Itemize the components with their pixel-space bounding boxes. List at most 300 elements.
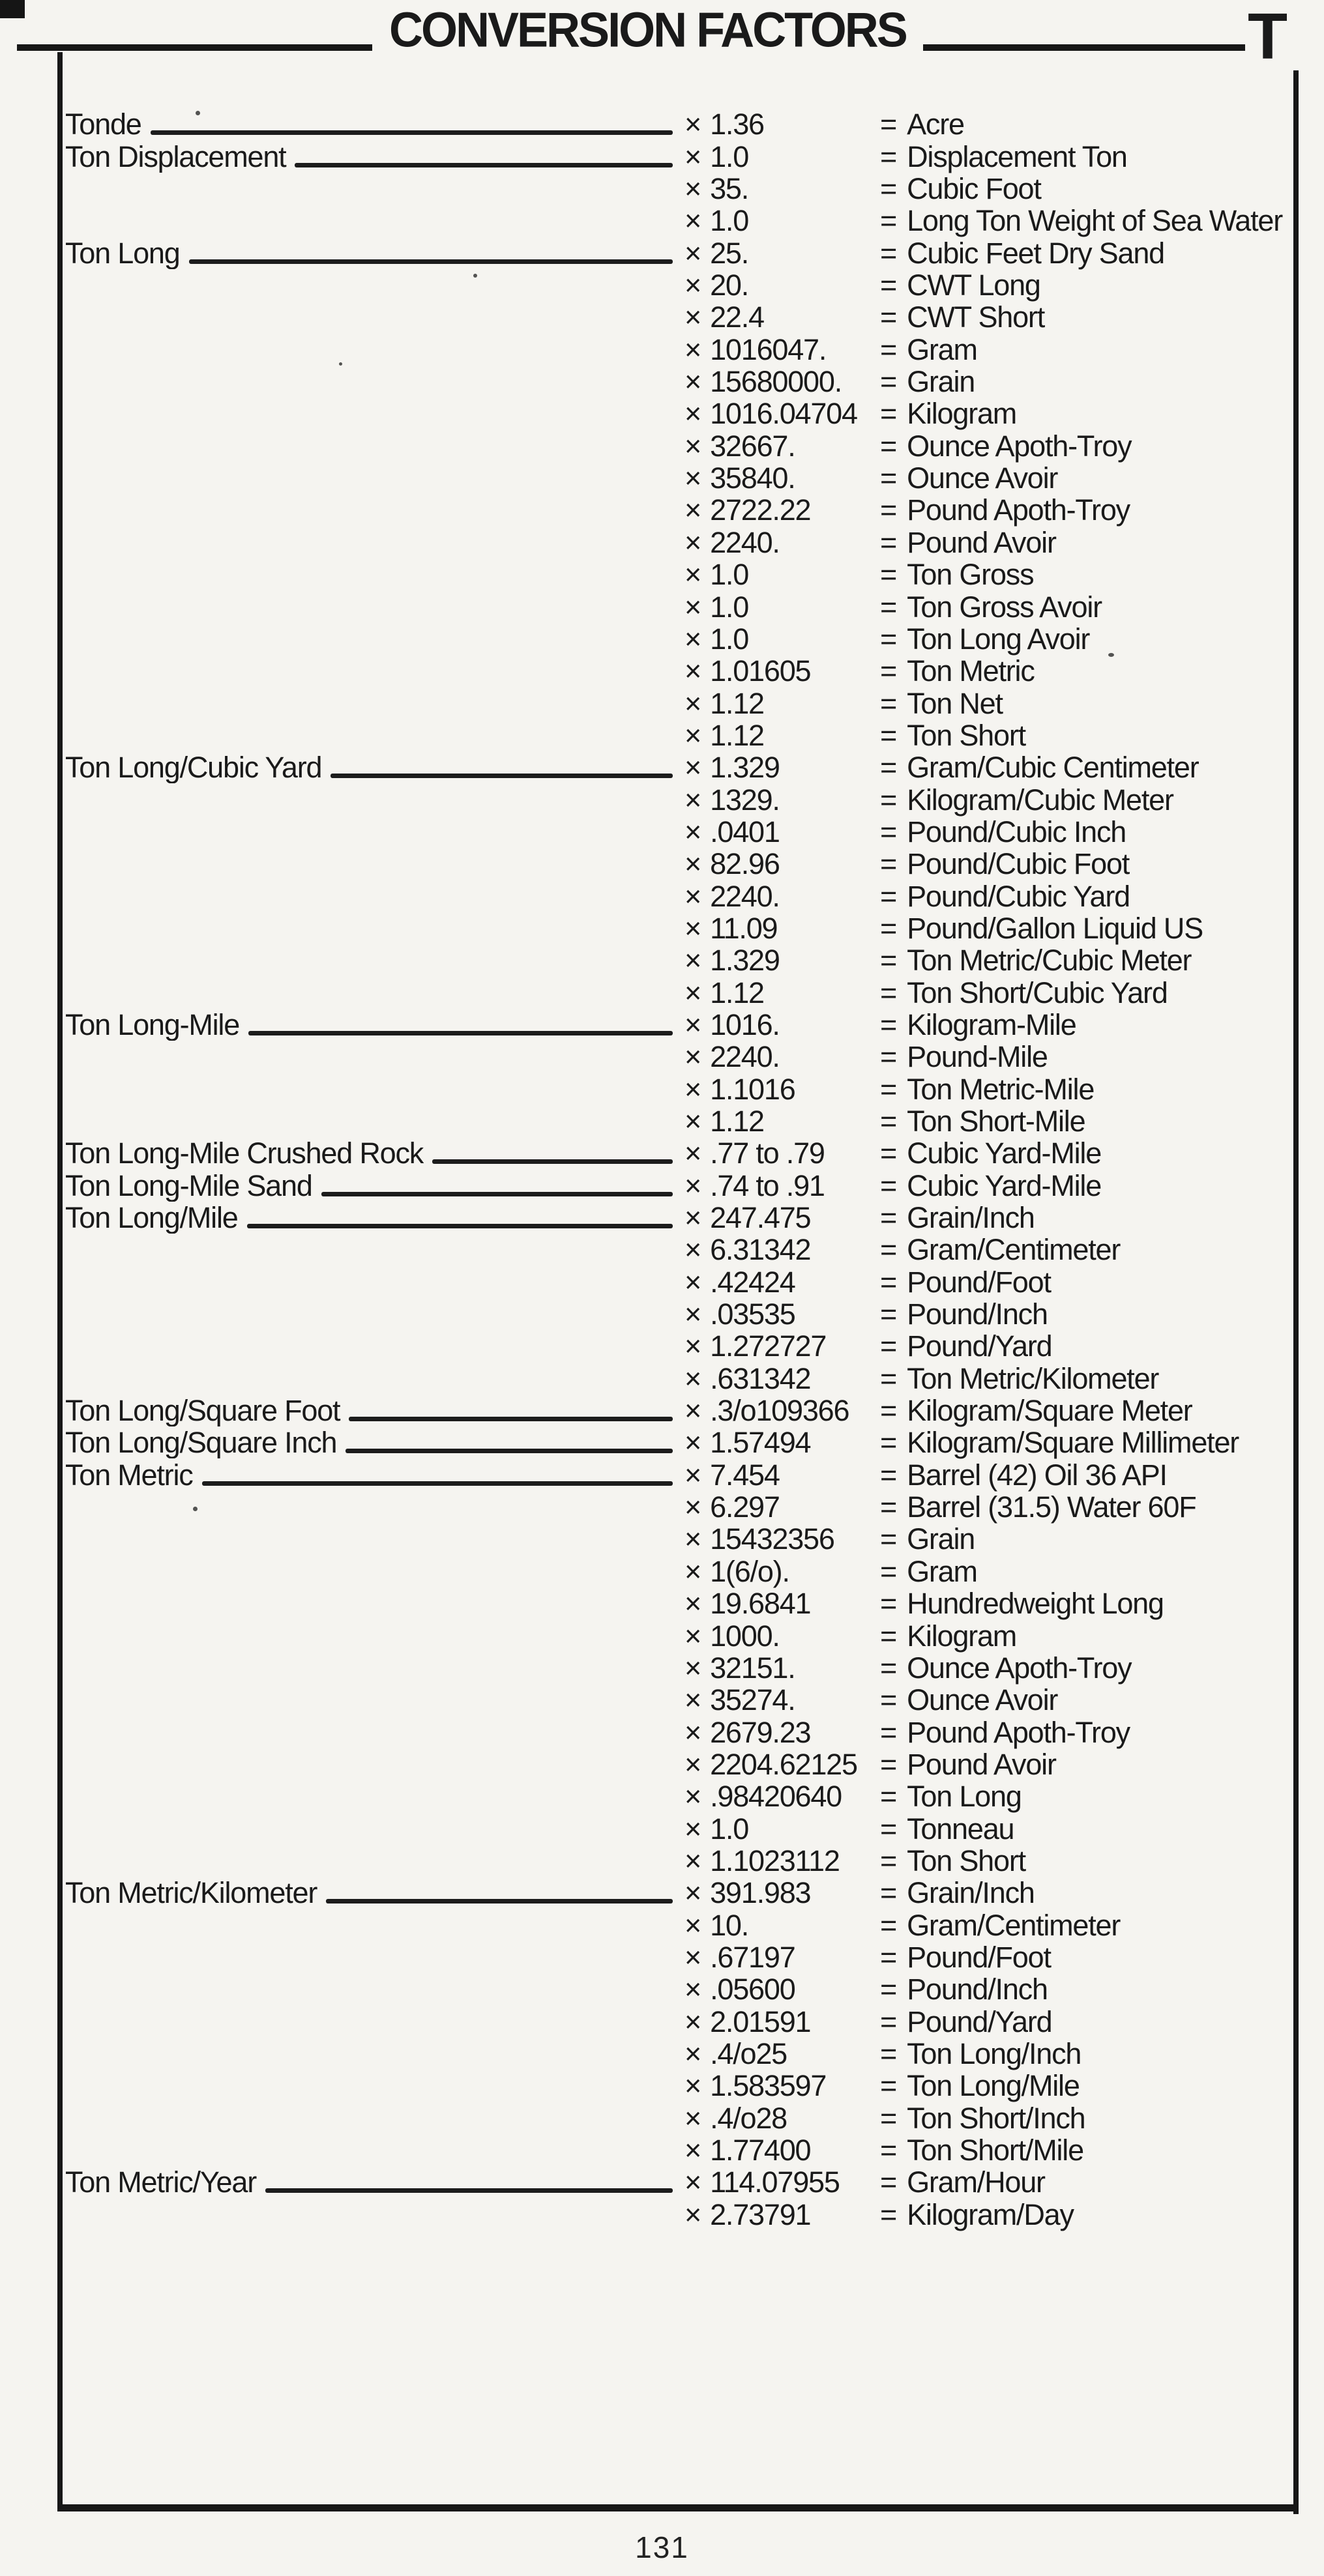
row-result-cell: [880, 1973, 1288, 2005]
equals-sign: =: [880, 1265, 897, 1299]
row-label-cell: [65, 1587, 684, 1619]
factor-value: .77 to .79: [710, 1136, 825, 1170]
result-unit: Gram: [907, 1554, 977, 1588]
row-factor-cell: [684, 1137, 880, 1169]
table-row: [65, 462, 1288, 494]
row-label: Ton Metric: [65, 1458, 193, 1491]
equals-sign: =: [880, 1876, 897, 1910]
row-label-cell: [65, 429, 684, 461]
row-factor-cell: [684, 2102, 880, 2134]
multiply-sign: ×: [684, 1072, 701, 1106]
factor-value: 2.01591: [710, 2004, 811, 2038]
leader-line: [326, 1899, 673, 1903]
result-unit: Ton Short/Cubic Yard: [907, 976, 1168, 1009]
multiply-sign: ×: [684, 815, 701, 848]
result-unit: Pound/Inch: [907, 1973, 1048, 2006]
row-result-cell: [880, 944, 1288, 976]
result-unit: Grain/Inch: [907, 1201, 1035, 1235]
leader-line: [265, 2188, 673, 2193]
row-result-cell: [880, 2070, 1288, 2102]
row-label-cell: [65, 751, 684, 783]
row-result-cell: [880, 1234, 1288, 1266]
row-label-cell: [65, 912, 684, 944]
equals-sign: =: [880, 1747, 897, 1781]
equals-sign: =: [880, 1780, 897, 1814]
row-factor-cell: [684, 1845, 880, 1877]
factor-value: .3/o109366: [710, 1394, 849, 1428]
row-result-cell: [880, 1073, 1288, 1105]
row-result-cell: [880, 398, 1288, 429]
equals-sign: =: [880, 236, 897, 270]
factor-value: 35.: [710, 172, 749, 206]
result-unit: Grain: [907, 365, 975, 399]
multiply-sign: ×: [684, 847, 701, 881]
row-factor-cell: [684, 1330, 880, 1362]
row-factor-cell: [684, 237, 880, 268]
row-factor-cell: [684, 526, 880, 558]
row-factor-cell: [684, 912, 880, 944]
result-unit: Grain: [907, 1522, 975, 1556]
equals-sign: =: [880, 2197, 897, 2231]
factor-value: 11.09: [710, 911, 778, 945]
row-factor-cell: [684, 1395, 880, 1426]
factor-value: 7.454: [710, 1458, 780, 1492]
leader-line: [331, 774, 673, 778]
leader-line: [346, 1449, 673, 1453]
factor-value: 25.: [710, 236, 749, 270]
table-row: [65, 1298, 1288, 1330]
table-row: [65, 1780, 1288, 1812]
row-label-cell: [65, 269, 684, 301]
row-label-cell: [65, 1555, 684, 1587]
row-factor-cell: [684, 2005, 880, 2037]
equals-sign: =: [880, 397, 897, 431]
result-unit: Kilogram-Mile: [907, 1007, 1076, 1041]
row-label-cell: [65, 2005, 684, 2037]
equals-sign: =: [880, 1812, 897, 1845]
multiply-sign: ×: [684, 976, 701, 1009]
row-label-cell: [65, 1619, 684, 1651]
result-unit: Pound/Inch: [907, 1297, 1048, 1331]
row-label-cell: [65, 1426, 684, 1458]
page-title: CONVERSION FACTORS: [389, 3, 906, 58]
row-factor-cell: [684, 429, 880, 461]
table-row: [65, 2102, 1288, 2134]
table-row: [65, 1652, 1288, 1684]
multiply-sign: ×: [684, 1361, 701, 1395]
row-factor-cell: [684, 205, 880, 237]
table-row: [65, 1845, 1288, 1877]
row-label-cell: [65, 848, 684, 880]
row-label-cell: [65, 687, 684, 719]
table-row: [65, 1684, 1288, 1716]
multiply-sign: ×: [684, 1908, 701, 1942]
factor-value: 2679.23: [710, 1715, 811, 1749]
multiply-sign: ×: [684, 1876, 701, 1910]
row-label-cell: [65, 1716, 684, 1748]
row-label-cell: [65, 1845, 684, 1877]
factor-value: 15432356: [710, 1522, 834, 1556]
factor-value: 1.12: [710, 976, 764, 1009]
result-unit: Pound/Gallon Liquid US: [907, 911, 1203, 945]
row-result-cell: [880, 526, 1288, 558]
factor-value: 32667.: [710, 429, 795, 463]
row-result-cell: [880, 687, 1288, 719]
row-factor-cell: [684, 1973, 880, 2005]
factor-value: .0401: [710, 815, 780, 848]
multiply-sign: ×: [684, 1426, 701, 1460]
row-label: Ton Metric/Kilometer: [65, 1876, 317, 1909]
table-row: [65, 2038, 1288, 2070]
row-label-cell: [65, 1812, 684, 1844]
result-unit: Ton Short: [907, 1844, 1025, 1877]
row-label-cell: [65, 1073, 684, 1105]
multiply-sign: ×: [684, 1554, 701, 1588]
row-factor-cell: [684, 140, 880, 172]
factor-value: 1.0: [710, 590, 749, 624]
table-row: [65, 1909, 1288, 1941]
table-row: [65, 1716, 1288, 1748]
table-row: [65, 1426, 1288, 1458]
factor-value: .05600: [710, 1973, 795, 2006]
multiply-sign: ×: [684, 1329, 701, 1363]
row-result-cell: [880, 173, 1288, 205]
row-result-cell: [880, 1330, 1288, 1362]
table-row: [65, 1555, 1288, 1587]
result-unit: Kilogram/Square Meter: [907, 1394, 1192, 1428]
multiply-sign: ×: [684, 1715, 701, 1749]
row-result-cell: [880, 2102, 1288, 2134]
factor-value: 2240.: [710, 1040, 780, 1074]
row-result-cell: [880, 494, 1288, 526]
equals-sign: =: [880, 911, 897, 945]
factor-value: 1000.: [710, 1619, 780, 1653]
title-rule-right: [923, 44, 1245, 51]
table-row: [65, 269, 1288, 301]
result-unit: Pound/Foot: [907, 1940, 1051, 1974]
result-unit: CWT Short: [907, 300, 1044, 334]
multiply-sign: ×: [684, 2101, 701, 2135]
row-label: Ton Metric/Year: [65, 2166, 256, 2199]
multiply-sign: ×: [684, 525, 701, 559]
multiply-sign: ×: [684, 1458, 701, 1492]
multiply-sign: ×: [684, 1587, 701, 1621]
row-result-cell: [880, 2198, 1288, 2230]
table-row: [65, 623, 1288, 655]
equals-sign: =: [880, 590, 897, 624]
table-row: [65, 1587, 1288, 1619]
row-result-cell: [880, 719, 1288, 751]
table-row: [65, 880, 1288, 912]
row-factor-cell: [684, 1909, 880, 1941]
row-label-cell: [65, 1169, 684, 1201]
row-result-cell: [880, 301, 1288, 333]
row-label-cell: [65, 1748, 684, 1780]
multiply-sign: ×: [684, 1265, 701, 1299]
multiply-sign: ×: [684, 944, 701, 977]
equals-sign: =: [880, 300, 897, 334]
row-factor-cell: [684, 269, 880, 301]
leader-line: [247, 1224, 673, 1228]
equals-sign: =: [880, 1136, 897, 1170]
table-row: [65, 2166, 1288, 2198]
row-label-cell: [65, 526, 684, 558]
table-row: [65, 1169, 1288, 1201]
conversion-table: [65, 108, 1288, 2231]
result-unit: Kilogram: [907, 397, 1017, 431]
row-result-cell: [880, 2038, 1288, 2070]
leader-line: [248, 1031, 673, 1035]
equals-sign: =: [880, 783, 897, 817]
equals-sign: =: [880, 2004, 897, 2038]
factor-value: 22.4: [710, 300, 764, 334]
result-unit: Ounce Apoth-Troy: [907, 1651, 1132, 1685]
row-result-cell: [880, 1941, 1288, 1973]
factor-value: 35274.: [710, 1683, 795, 1717]
table-row: [65, 237, 1288, 268]
factor-value: 391.983: [710, 1876, 811, 1910]
table-row: [65, 816, 1288, 848]
table-row: [65, 1137, 1288, 1169]
multiply-sign: ×: [684, 2197, 701, 2231]
row-result-cell: [880, 783, 1288, 815]
row-result-cell: [880, 590, 1288, 622]
row-label-cell: [65, 301, 684, 333]
row-result-cell: [880, 2166, 1288, 2198]
equals-sign: =: [880, 2101, 897, 2135]
row-label: Ton Long/Square Foot: [65, 1394, 340, 1427]
row-result-cell: [880, 1169, 1288, 1201]
equals-sign: =: [880, 1007, 897, 1041]
row-label: Ton Long-Mile Crushed Rock: [65, 1137, 424, 1170]
table-row: [65, 301, 1288, 333]
row-label: Ton Displacement: [65, 140, 286, 173]
multiply-sign: ×: [684, 1490, 701, 1524]
row-factor-cell: [684, 173, 880, 205]
multiply-sign: ×: [684, 1297, 701, 1331]
factor-value: 6.297: [710, 1490, 780, 1524]
result-unit: Ton Metric-Mile: [907, 1072, 1095, 1106]
result-unit: Cubic Yard-Mile: [907, 1136, 1102, 1170]
row-factor-cell: [684, 976, 880, 1008]
table-row: [65, 173, 1288, 205]
factor-value: 1329.: [710, 783, 780, 817]
multiply-sign: ×: [684, 300, 701, 334]
factor-value: 2240.: [710, 879, 780, 913]
row-factor-cell: [684, 1877, 880, 1909]
row-factor-cell: [684, 2166, 880, 2198]
equals-sign: =: [880, 1458, 897, 1492]
row-result-cell: [880, 1041, 1288, 1073]
leader-line: [432, 1159, 673, 1164]
factor-value: 1.12: [710, 1105, 764, 1138]
row-result-cell: [880, 140, 1288, 172]
equals-sign: =: [880, 1233, 897, 1267]
multiply-sign: ×: [684, 1780, 701, 1814]
table-row: [65, 1009, 1288, 1041]
factor-value: 19.6841: [710, 1587, 811, 1621]
row-label-cell: [65, 944, 684, 976]
result-unit: Tonneau: [907, 1812, 1014, 1845]
equals-sign: =: [880, 1715, 897, 1749]
row-factor-cell: [684, 1169, 880, 1201]
factor-value: 1016047.: [710, 332, 827, 366]
title-band: [17, 3, 1245, 58]
row-result-cell: [880, 1362, 1288, 1394]
equals-sign: =: [880, 204, 897, 238]
frame-border-bottom: [57, 2504, 1299, 2511]
result-unit: Gram: [907, 332, 977, 366]
row-factor-cell: [684, 719, 880, 751]
factor-value: 1.329: [710, 944, 780, 977]
row-label-cell: [65, 816, 684, 848]
multiply-sign: ×: [684, 1747, 701, 1781]
row-result-cell: [880, 1684, 1288, 1716]
row-label: Ton Long/Square Inch: [65, 1426, 337, 1459]
table-row: [65, 1748, 1288, 1780]
row-factor-cell: [684, 1234, 880, 1266]
result-unit: Ounce Apoth-Troy: [907, 429, 1132, 463]
table-row: [65, 205, 1288, 237]
row-factor-cell: [684, 1555, 880, 1587]
row-factor-cell: [684, 1041, 880, 1073]
row-label-cell: [65, 590, 684, 622]
factor-value: 247.475: [710, 1201, 811, 1235]
multiply-sign: ×: [684, 2004, 701, 2038]
row-label-cell: [65, 398, 684, 429]
multiply-sign: ×: [684, 429, 701, 463]
row-label-cell: [65, 1266, 684, 1297]
row-label-cell: [65, 2166, 684, 2198]
table-row: [65, 1619, 1288, 1651]
multiply-sign: ×: [684, 879, 701, 913]
factor-value: 1.0: [710, 204, 749, 238]
result-unit: Displacement Ton: [907, 139, 1127, 173]
row-result-cell: [880, 429, 1288, 461]
multiply-sign: ×: [684, 2036, 701, 2070]
table-row: [65, 848, 1288, 880]
row-label-cell: [65, 494, 684, 526]
row-result-cell: [880, 333, 1288, 365]
multiply-sign: ×: [684, 1007, 701, 1041]
frame-border-left: [57, 52, 63, 2508]
equals-sign: =: [880, 847, 897, 881]
row-result-cell: [880, 816, 1288, 848]
equals-sign: =: [880, 1619, 897, 1653]
table-row: [65, 1941, 1288, 1973]
table-row: [65, 687, 1288, 719]
row-factor-cell: [684, 2134, 880, 2166]
row-result-cell: [880, 1491, 1288, 1523]
multiply-sign: ×: [684, 1812, 701, 1845]
multiply-sign: ×: [684, 686, 701, 720]
multiply-sign: ×: [684, 1973, 701, 2006]
result-unit: Ton Short/Mile: [907, 2134, 1083, 2167]
equals-sign: =: [880, 1040, 897, 1074]
factor-value: 1.0: [710, 558, 749, 592]
factor-value: 1.12: [710, 686, 764, 720]
equals-sign: =: [880, 558, 897, 592]
row-factor-cell: [684, 1619, 880, 1651]
row-factor-cell: [684, 1587, 880, 1619]
equals-sign: =: [880, 1940, 897, 1974]
row-factor-cell: [684, 623, 880, 655]
row-result-cell: [880, 1426, 1288, 1458]
result-unit: Grain/Inch: [907, 1876, 1035, 1910]
result-unit: Pound Avoir: [907, 1747, 1056, 1781]
row-factor-cell: [684, 1716, 880, 1748]
row-result-cell: [880, 1105, 1288, 1137]
multiply-sign: ×: [684, 1683, 701, 1717]
row-result-cell: [880, 366, 1288, 398]
row-label-cell: [65, 2102, 684, 2134]
result-unit: Cubic Yard-Mile: [907, 1168, 1102, 1202]
equals-sign: =: [880, 1651, 897, 1685]
result-unit: Ton Net: [907, 686, 1003, 720]
row-label-cell: [65, 108, 684, 140]
row-result-cell: [880, 623, 1288, 655]
result-unit: Pound/Cubic Yard: [907, 879, 1130, 913]
table-row: [65, 108, 1288, 140]
factor-value: 1.1016: [710, 1072, 795, 1106]
row-factor-cell: [684, 1812, 880, 1844]
equals-sign: =: [880, 1683, 897, 1717]
row-result-cell: [880, 462, 1288, 494]
factor-value: 1.36: [710, 108, 764, 141]
leader-line: [151, 130, 673, 135]
row-factor-cell: [684, 816, 880, 848]
factor-value: .4/o28: [710, 2101, 787, 2135]
table-row: [65, 2198, 1288, 2230]
result-unit: Ton Gross: [907, 558, 1034, 592]
table-row: [65, 2005, 1288, 2037]
row-label-cell: [65, 1780, 684, 1812]
factor-value: .42424: [710, 1265, 795, 1299]
row-factor-cell: [684, 1362, 880, 1394]
equals-sign: =: [880, 1297, 897, 1331]
row-result-cell: [880, 269, 1288, 301]
result-unit: Gram/Hour: [907, 2165, 1045, 2199]
row-result-cell: [880, 1009, 1288, 1041]
multiply-sign: ×: [684, 1651, 701, 1685]
equals-sign: =: [880, 1973, 897, 2006]
equals-sign: =: [880, 2134, 897, 2167]
factor-value: 1.01605: [710, 654, 811, 688]
result-unit: Kilogram: [907, 1619, 1017, 1653]
table-row: [65, 751, 1288, 783]
result-unit: Ton Short-Mile: [907, 1105, 1085, 1138]
multiply-sign: ×: [684, 558, 701, 592]
equals-sign: =: [880, 332, 897, 366]
result-unit: Pound Avoir: [907, 525, 1056, 559]
row-factor-cell: [684, 1266, 880, 1297]
factor-value: 114.07955: [710, 2165, 840, 2199]
multiply-sign: ×: [684, 751, 701, 785]
table-row: [65, 398, 1288, 429]
leader-line: [321, 1192, 673, 1196]
factor-value: 15680000.: [710, 365, 842, 399]
table-row: [65, 1105, 1288, 1137]
row-label: Tonde: [65, 108, 141, 141]
multiply-sign: ×: [684, 2165, 701, 2199]
result-unit: Pound/Yard: [907, 1329, 1052, 1363]
leader-line: [295, 163, 673, 167]
result-unit: Ton Metric: [907, 654, 1035, 688]
row-label-cell: [65, 1652, 684, 1684]
table-row: [65, 976, 1288, 1008]
factor-value: 1.12: [710, 718, 764, 752]
row-factor-cell: [684, 848, 880, 880]
